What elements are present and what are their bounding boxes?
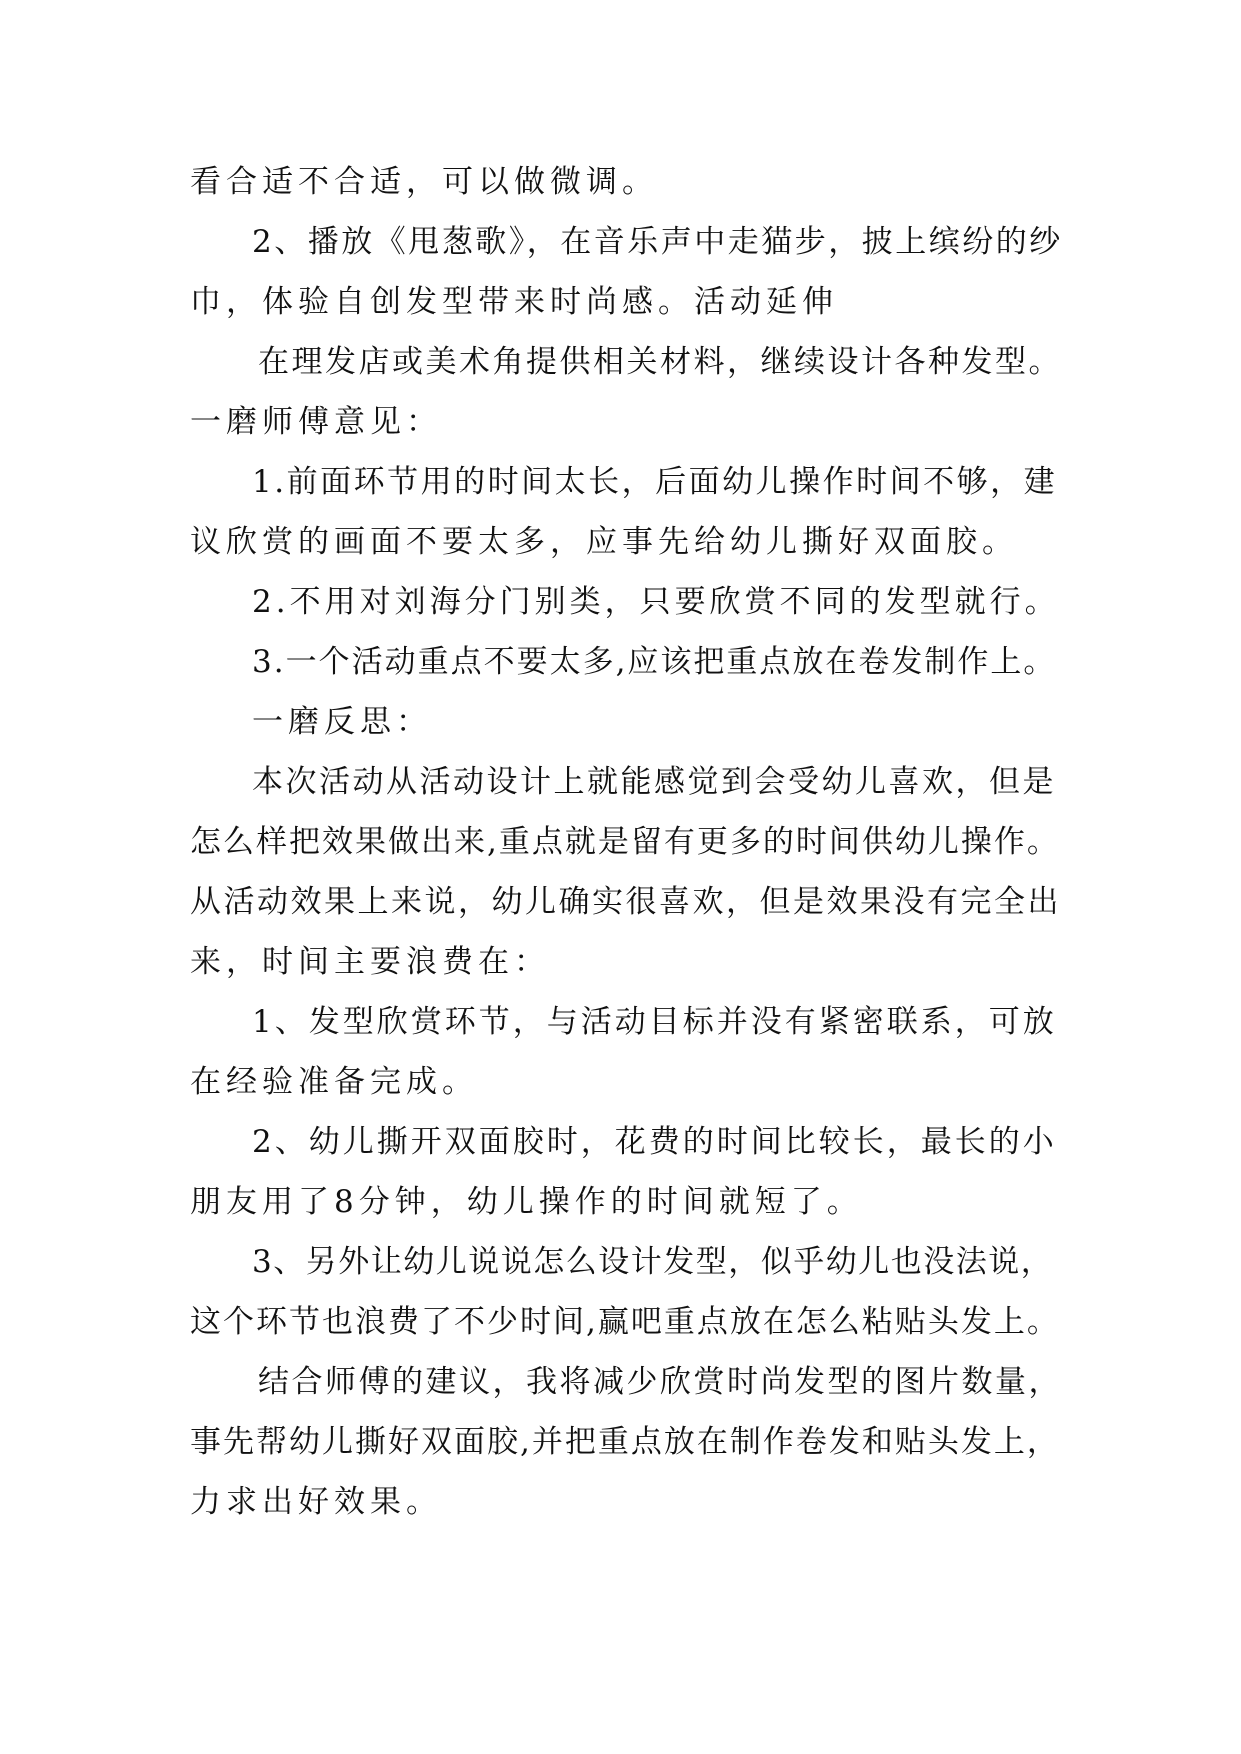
text-line: 1.前面环节用的时间太长，后面幼儿操作时间不够，建	[252, 464, 1058, 500]
text-line: 来，时间主要浪费在：	[190, 944, 550, 980]
text-line: 2.不用对刘海分门别类，只要欣赏不同的发型就行。	[252, 584, 1060, 620]
text-line: 3、另外让幼儿说说怎么设计发型，似乎幼儿也没法说，	[252, 1244, 1054, 1280]
text-line: 本次活动从活动设计上就能感觉到会受幼儿喜欢，但是	[252, 764, 1056, 800]
text-line: 1、发型欣赏环节，与活动目标并没有紧密联系，可放	[252, 1004, 1057, 1040]
text-line: 在理发店或美术角提供相关材料，继续设计各种发型。	[258, 344, 1062, 380]
text-line: 巾，体验自创发型带来时尚感。活动延伸	[190, 284, 838, 320]
text-line: 力求出好效果。	[190, 1484, 442, 1520]
text-line: 一磨反思：	[252, 704, 432, 740]
text-line: 事先帮幼儿撕好双面胶,并把重点放在制作卷发和贴头发上，	[190, 1424, 1060, 1460]
text-line: 从活动效果上来说，幼儿确实很喜欢，但是效果没有完全出	[190, 884, 1061, 920]
text-line: 结合师傅的建议，我将减少欣赏时尚发型的图片数量，	[258, 1364, 1062, 1400]
text-line: 看合适不合适，可以做微调。	[190, 164, 658, 200]
text-line: 在经验准备完成。	[190, 1064, 478, 1100]
text-line: 怎么样把效果做出来,重点就是留有更多的时间供幼儿操作。	[190, 824, 1060, 860]
text-line: 2、播放《甩葱歌》，在音乐声中走猫步，披上缤纷的纱	[252, 224, 1063, 260]
text-line: 朋友用了8分钟，幼儿操作的时间就短了。	[190, 1184, 863, 1220]
text-line: 2、幼儿撕开双面胶时，花费的时间比较长，最长的小	[252, 1124, 1057, 1160]
text-line: 这个环节也浪费了不少时间,赢吧重点放在怎么粘贴头发上。	[190, 1304, 1060, 1340]
text-line: 3.一个活动重点不要太多,应该把重点放在卷发制作上。	[252, 644, 1057, 680]
text-line: 议欣赏的画面不要太多，应事先给幼儿撕好双面胶。	[190, 524, 1018, 560]
text-line: 一磨师傅意见：	[190, 404, 442, 440]
